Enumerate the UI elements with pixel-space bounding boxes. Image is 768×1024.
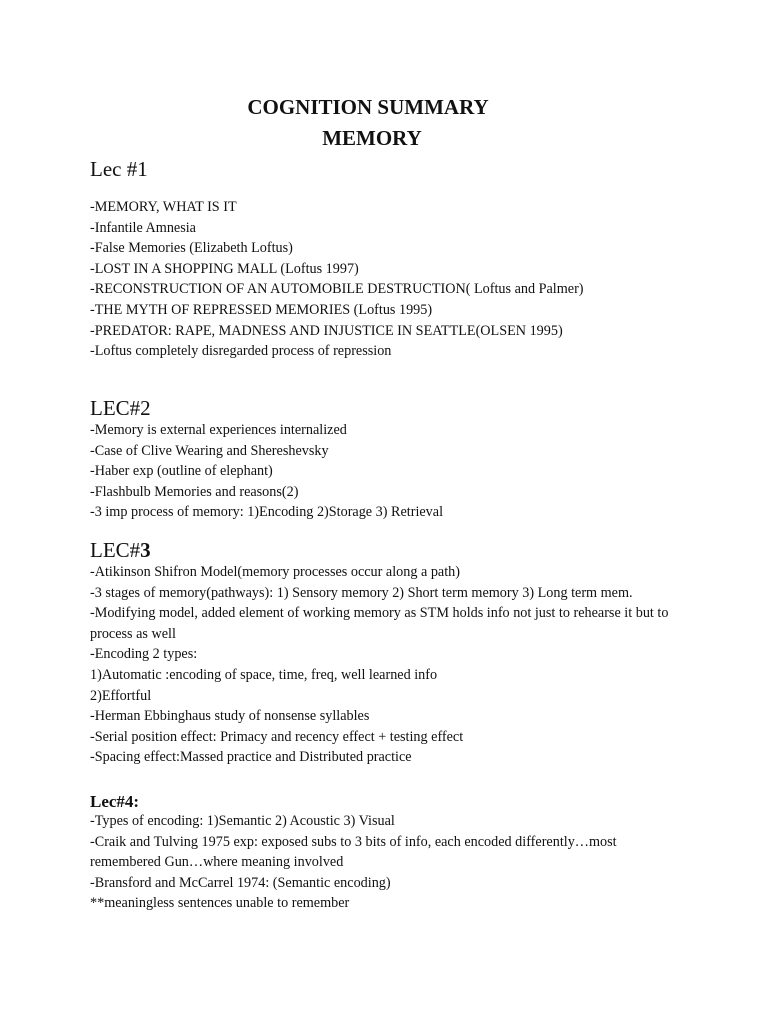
list-item: -LOST IN A SHOPPING MALL (Loftus 1997) — [90, 260, 359, 277]
list-item: 2)Effortful — [90, 687, 152, 704]
list-item: **meaningless sentences unable to remember — [90, 895, 350, 912]
list-item: -Types of encoding: 1)Semantic 2) Acoustic 3) Visual — [90, 813, 395, 829]
list-item: -Bransford and McCarrel 1974: (Semantic encoding) — [90, 874, 391, 891]
list-item: -False Memories (Elizabeth Loftus) — [90, 240, 293, 257]
list-item: -3 stages of memory(pathways): 1) Sensory memory 2) Short term memory 3) Long term mem. — [90, 584, 633, 601]
list-item: -3 imp process of memory: 1)Encoding 2)Storage 3) Retrieval — [90, 504, 444, 521]
section-heading-lec1: Lec #1 — [90, 157, 148, 181]
section-list-lec2 — [90, 420, 690, 523]
list-item: -Case of Clive Wearing and Shereshevsky — [90, 442, 329, 459]
list-item: -Serial position effect: Primacy and recency effect + testing effect — [90, 728, 464, 745]
list-item: -Modifying model, added element of working memory as STM holds info not just to rehearse it but to process as well — [90, 605, 669, 642]
section-list-lec4 — [90, 811, 670, 914]
section-heading-lec4: Lec#4: — [90, 792, 140, 811]
section-heading-prefix: LEC# — [90, 538, 141, 562]
section-heading-lec3 — [90, 540, 151, 561]
list-item: -Loftus completely disregarded process of repression — [90, 343, 392, 360]
list-item: -MEMORY, WHAT IS IT — [90, 199, 237, 215]
list-item: -Flashbulb Memories and reasons(2) — [90, 483, 299, 500]
list-item: -Spacing effect:Massed practice and Distributed practice — [90, 749, 412, 766]
section-heading-lec2: LEC#2 — [90, 396, 151, 420]
list-item: -Haber exp (outline of elephant) — [90, 463, 273, 480]
list-item: -RECONSTRUCTION OF AN AUTOMOBILE DESTRUCTION( Loftus and Palmer) — [90, 281, 584, 298]
document-subtitle: MEMORY — [322, 126, 422, 150]
section-list-lec1 — [90, 197, 690, 362]
list-item: -Encoding 2 types: — [90, 646, 198, 663]
list-item: -Memory is external experiences internalized — [90, 422, 347, 438]
section-list-lec3 — [90, 562, 690, 768]
document-title: COGNITION SUMMARY — [247, 95, 489, 119]
list-item: -PREDATOR: RAPE, MADNESS AND INJUSTICE IN SEATTLE(OLSEN 1995) — [90, 322, 563, 339]
section-heading-number: 3 — [140, 538, 151, 562]
list-item: -Herman Ebbinghaus study of nonsense syllables — [90, 708, 370, 725]
list-item: -THE MYTH OF REPRESSED MEMORIES (Loftus 1995) — [90, 301, 433, 318]
list-item: -Infantile Amnesia — [90, 219, 196, 236]
list-item: 1)Automatic :encoding of space, time, freq, well learned info — [90, 666, 438, 683]
list-item: -Atikinson Shifron Model(memory processes occur along a path) — [90, 564, 460, 580]
list-item: -Craik and Tulving 1975 exp: exposed subs to 3 bits of info, each encoded differently…most remembered Gun…where meaning involved — [90, 833, 617, 871]
